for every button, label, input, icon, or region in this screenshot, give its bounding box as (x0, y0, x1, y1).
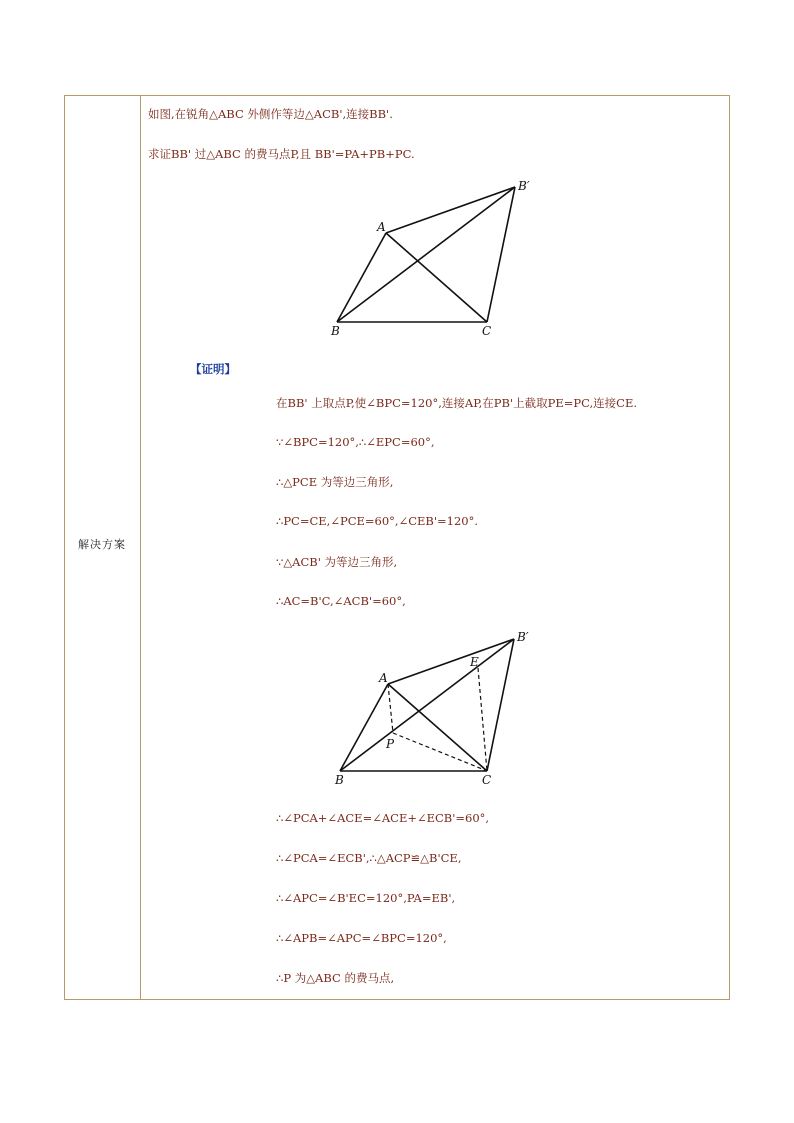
point-label-A: A (379, 671, 388, 685)
proof-line-4: ∴PC=CE,∠PCE=60°,∠CEB'=120°. (276, 514, 479, 528)
proof-line-6: ∴AC=B'C,∠ACB'=60°, (276, 594, 406, 608)
proof-line-11: ∴P 为△ABC 的费马点, (276, 971, 395, 985)
point-label-C: C (482, 773, 492, 787)
table-column-divider (140, 95, 141, 1000)
proof-line-5: ∵△ACB' 为等边三角形, (276, 555, 398, 569)
proof-line-10: ∴∠APB=∠APC=∠BPC=120°, (276, 931, 447, 945)
segment-BB-prime (337, 187, 515, 322)
segment-AB-prime (388, 639, 514, 684)
segment-AB-prime (386, 187, 515, 233)
figure-2-fermat-point-diagram (325, 620, 545, 790)
proof-line-7: ∴∠PCA+∠ACE=∠ACE+∠ECB'=60°, (276, 811, 490, 825)
dashed-segment-EC (478, 668, 487, 771)
segment-AB (337, 233, 386, 322)
point-label-B-prime: B′ (518, 179, 530, 193)
point-label-C: C (482, 324, 492, 338)
proof-line-8: ∴∠PCA=∠ECB',∴△ACP≌△B'CE, (276, 851, 462, 865)
dashed-segment-PC (393, 733, 487, 771)
proof-line-3: ∴△PCE 为等边三角形, (276, 475, 394, 489)
proof-line-2: ∵∠BPC=120°,∴∠EPC=60°, (276, 435, 435, 449)
figure-1-triangle-diagram (320, 170, 540, 340)
point-label-E: E (470, 655, 479, 669)
proof-line-9: ∴∠APC=∠B'EC=120°,PA=EB', (276, 891, 456, 905)
proof-heading: 【证明】 (190, 362, 236, 376)
row-label-solution: 解决方案 (78, 538, 126, 551)
point-label-P: P (386, 737, 395, 751)
segment-AB (340, 684, 388, 771)
segment-CB-prime (487, 187, 515, 322)
point-label-B: B (335, 773, 344, 787)
segment-CB-prime (487, 639, 514, 771)
point-label-B: B (331, 324, 340, 338)
proof-line-1: 在BB' 上取点P,使∠BPC=120°,连接AP,在PB'上截取PE=PC,连接CE. (276, 396, 638, 410)
problem-statement-line-1: 如图,在锐角△ABC 外侧作等边△ACB',连接BB'. (148, 107, 393, 121)
segment-BB-prime (340, 639, 514, 771)
point-label-B-prime: B′ (517, 630, 529, 644)
dashed-segment-AP (388, 684, 393, 733)
point-label-A: A (377, 220, 386, 234)
problem-statement-line-2: 求证BB' 过△ABC 的费马点P,且 BB'=PA+PB+PC. (148, 147, 415, 161)
